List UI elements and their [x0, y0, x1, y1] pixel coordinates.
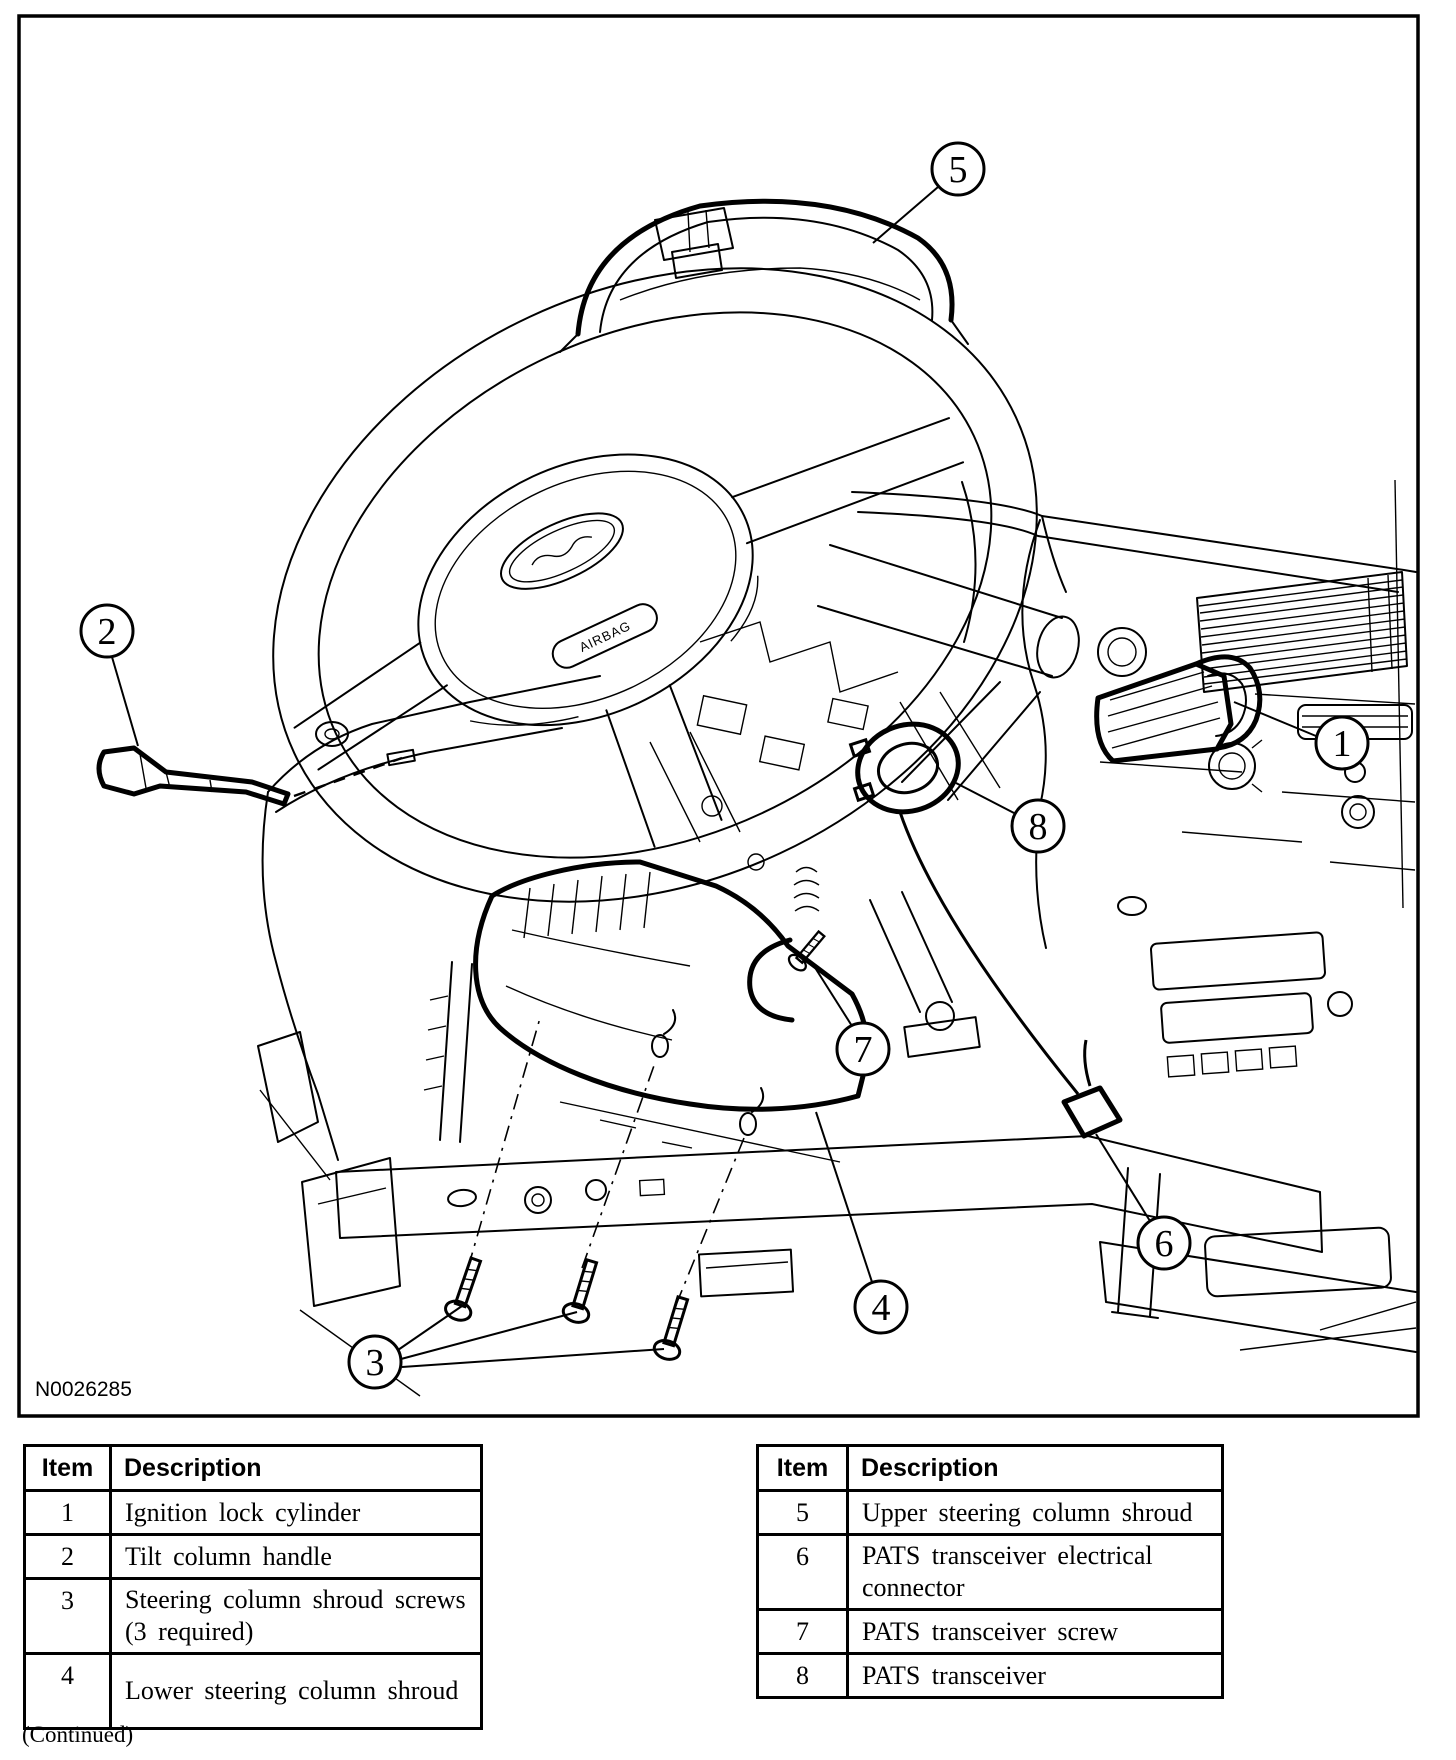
callout-3-number: 3	[365, 1342, 385, 1384]
item-description: Ignition lock cylinder	[111, 1491, 482, 1535]
table-row	[758, 1610, 1223, 1654]
callout-8-number: 8	[1028, 806, 1048, 848]
parts-table-left	[23, 1444, 483, 1730]
instrument-panel	[852, 480, 1416, 1352]
shroud-screw-3	[652, 1295, 695, 1363]
item-number: 5	[758, 1491, 848, 1535]
table-row	[25, 1491, 482, 1535]
callout-7	[837, 1023, 889, 1075]
vent-grille-hatch	[1199, 575, 1407, 684]
item-description: PATS transceiver	[848, 1654, 1223, 1698]
callout-5	[932, 143, 984, 195]
callout-2-number: 2	[97, 611, 117, 653]
continued-note: (Continued)	[22, 1722, 134, 1747]
callout-6	[1138, 1217, 1190, 1269]
table-row	[25, 1579, 482, 1654]
screw-projection-lines	[468, 1018, 744, 1305]
callout-6-number: 6	[1154, 1223, 1174, 1265]
callout-leader-lines	[112, 187, 1316, 1367]
callout-7-number: 7	[853, 1029, 873, 1071]
steering-wheel	[169, 149, 1141, 1022]
callout-3	[349, 1336, 401, 1388]
item-description: Upper steering column shroud	[848, 1491, 1223, 1535]
airbag-module	[374, 403, 797, 777]
item-number: 4	[25, 1654, 111, 1729]
parts-table-right	[756, 1444, 1224, 1699]
column-header-description: Description	[848, 1446, 1223, 1491]
table-row	[758, 1491, 1223, 1535]
item-description: PATS transceiver screw	[848, 1610, 1223, 1654]
callout-1-number: 1	[1332, 723, 1352, 765]
item-description: Tilt column handle	[111, 1535, 482, 1579]
item-number: 7	[758, 1610, 848, 1654]
airbag-badge-label: AIRBAG	[576, 617, 634, 655]
column-header-description: Description	[111, 1446, 482, 1491]
table-row	[758, 1654, 1223, 1698]
callout-4-number: 4	[871, 1287, 891, 1329]
item-number: 3	[25, 1579, 111, 1654]
figure-id-label: N0026285	[35, 1378, 132, 1401]
lower-steering-column-shroud	[476, 862, 868, 1135]
pats-harness-wire	[900, 812, 1078, 1094]
shroud-opening-hatch	[524, 872, 650, 938]
column-header-item: Item	[25, 1446, 111, 1491]
table-row	[25, 1535, 482, 1579]
item-number: 2	[25, 1535, 111, 1579]
tilt-column-handle	[99, 748, 402, 804]
callout-5-number: 5	[948, 149, 968, 191]
item-number: 8	[758, 1654, 848, 1698]
table-row	[25, 1654, 482, 1729]
callout-1	[1316, 717, 1368, 769]
table-row	[758, 1535, 1223, 1610]
callout-8	[1012, 800, 1064, 852]
item-number: 6	[758, 1535, 848, 1610]
column-header-item: Item	[758, 1446, 848, 1491]
table-row	[758, 1446, 1223, 1491]
callout-2	[81, 605, 133, 657]
callout-4	[855, 1281, 907, 1333]
diagram-border	[19, 16, 1418, 1416]
table-row	[25, 1446, 482, 1491]
item-description: PATS transceiver electrical connector	[848, 1535, 1223, 1610]
item-description: Steering column shroud screws (3 required)	[111, 1579, 482, 1654]
item-number: 1	[25, 1491, 111, 1535]
left-dash-outline	[258, 676, 600, 1396]
item-description: Lower steering column shroud	[111, 1654, 482, 1729]
brand-oval-logo	[490, 498, 633, 605]
